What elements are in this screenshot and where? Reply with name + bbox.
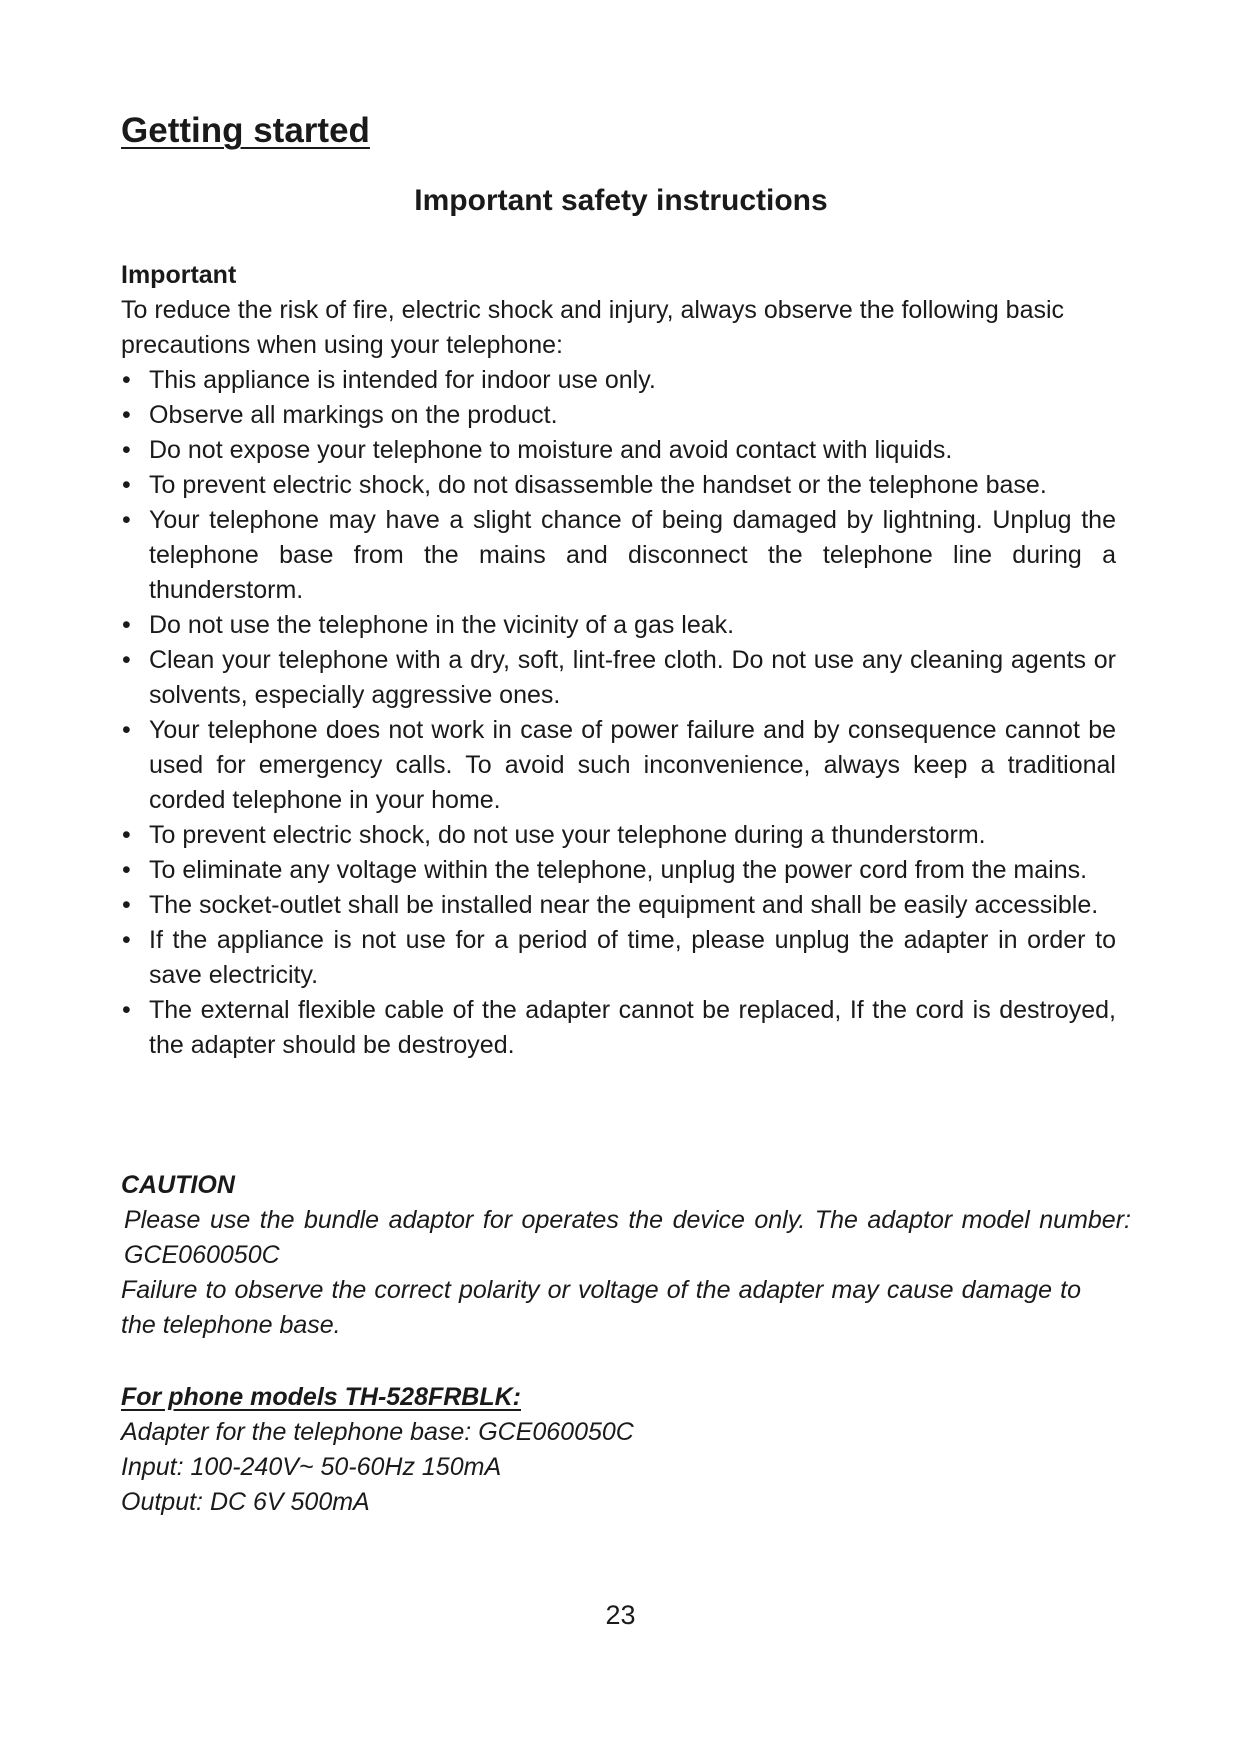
safety-item-text: This appliance is intended for indoor use only. [149,366,656,394]
safety-item-text: To prevent electric shock, do not disassemble the handset or the telephone base. [149,471,1047,499]
bullet-icon: • [122,716,131,744]
safety-item-text: Your telephone may have a slight chance of being damaged by lightning. Unplug the telephone base from the mains and disconnect the telephone line during a thunderstorm. [149,506,1116,604]
safety-item [121,713,1116,818]
safety-list [121,363,1116,1063]
caution-paragraph: Please use the bundle adaptor for operates the device only. The adaptor model number: GCE060050C [124,1206,1131,1269]
bullet-icon: • [122,471,131,499]
caution-heading: CAUTION [121,1171,235,1199]
output-spec-line: Output: DC 6V 500mA [121,1488,370,1516]
safety-item [121,363,1116,398]
safety-item-text: Clean your telephone with a dry, soft, lint-free cloth. Do not use any cleaning agents or solvents, especially aggressive ones. [149,646,1116,709]
safety-item [121,643,1116,713]
safety-item-text: Do not use the telephone in the vicinity of a gas leak. [149,611,735,639]
safety-item [121,923,1116,993]
bullet-icon: • [122,856,131,884]
bullet-icon: • [122,891,131,919]
important-section [121,258,1116,1063]
bullet-icon: • [122,926,131,954]
important-intro: To reduce the risk of fire, electric shock and injury, always observe the following basic precautions when using your telephone: [121,296,1065,359]
bullet-icon: • [122,996,131,1024]
safety-item [121,608,1116,643]
safety-item [121,993,1116,1063]
safety-item-text: If the appliance is not use for a period of time, please unplug the adapter in order to save electricity. [149,926,1116,989]
safety-item [121,888,1116,923]
safety-item [121,853,1116,888]
safety-item-text: To prevent electric shock, do not use your telephone during a thunderstorm. [149,821,986,849]
bullet-icon: • [122,821,131,849]
document-title: Important safety instructions [414,184,828,217]
caution-paragraph: Failure to observe the correct polarity or voltage of the adapter may cause damage to the telephone base. [121,1276,1081,1339]
safety-item [121,433,1116,468]
caution-section [121,1168,1131,1343]
adapter-spec-line: Adapter for the telephone base: GCE060050C [121,1418,634,1446]
safety-item-text: Observe all markings on the product. [149,401,558,429]
safety-item [121,818,1116,853]
bullet-icon: • [122,436,131,464]
safety-item-text: Do not expose your telephone to moisture and avoid contact with liquids. [149,436,953,464]
phone-models-heading: For phone models TH-528FRBLK: [121,1383,522,1411]
phone-models-section [121,1380,1021,1520]
safety-item [121,503,1116,608]
bullet-icon: • [122,506,131,534]
safety-item-text: The socket-outlet shall be installed near the equipment and shall be easily accessible. [149,891,1099,919]
bullet-icon: • [122,366,131,394]
safety-item-text: Your telephone does not work in case of power failure and by consequence cannot be used for emergency calls. To avoid such inconvenience, always keep a traditional corded telephone in your home. [149,716,1116,814]
page-number: 23 [605,1600,636,1630]
section-title: Getting started [121,111,370,150]
bullet-icon: • [122,401,131,429]
safety-item-text: To eliminate any voltage within the telephone, unplug the power cord from the mains. [149,856,1088,884]
safety-item-text: The external flexible cable of the adapter cannot be replaced, If the cord is destroyed, the adapter should be destroyed. [149,996,1116,1059]
safety-item [121,398,1116,433]
input-spec-line: Input: 100-240V~ 50-60Hz 150mA [121,1453,502,1481]
safety-item [121,468,1116,503]
important-heading: Important [121,261,237,289]
bullet-icon: • [122,611,131,639]
bullet-icon: • [122,646,131,674]
